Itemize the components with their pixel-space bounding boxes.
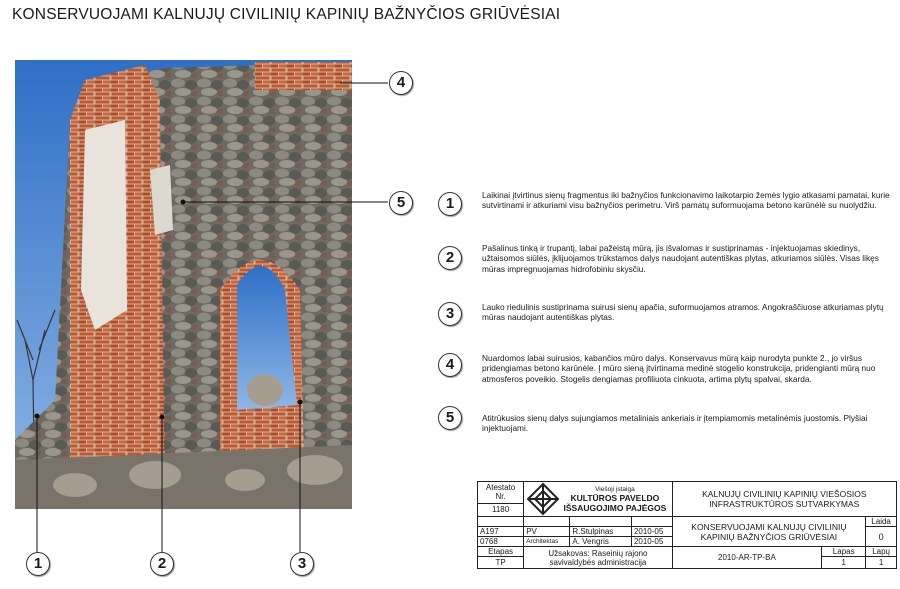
row1-role: PV: [524, 527, 570, 537]
org-type: Viešoji įstaiga: [595, 485, 635, 493]
doc-code: 2010-AR-TP-BA: [672, 547, 822, 569]
client: Užsakovas: Raseinių rajono savivaldybės administracija: [524, 547, 672, 569]
etapas-label: Etapas: [478, 547, 524, 557]
note-marker-1: 1: [438, 192, 462, 216]
org-name-2: IŠSAUGOJIMO PAJĖGOS: [563, 502, 667, 513]
lapas-value: 1: [822, 557, 866, 569]
note-marker-4: 4: [438, 353, 462, 377]
note-marker-5: 5: [438, 406, 462, 430]
sheet-title: KONSERVUOJAMI KALNUJŲ CIVILINIŲ KAPINIŲ BAŽNYČIOS GRIŪVĖSIAI: [672, 517, 866, 547]
row2-name: A. Vengris: [570, 537, 632, 547]
org-name-1: KULTŪROS PAVELDO: [570, 492, 660, 503]
org-logo-cell: [524, 482, 672, 517]
ruin-photo: [15, 60, 352, 509]
project-name: KALNUJŲ CIVILINIŲ KAPINIŲ VIEŠOSIOS INFRASTRUKTŪROS SUTVARKYMAS: [672, 482, 896, 517]
marker-5: 5: [389, 191, 413, 215]
atestato-nr: 1180: [478, 503, 524, 516]
note-2: Pašalinus tinką ir trupantį, labai pažeistą mūrą, jis išvalomas ir sustiprinamas - injektuojamas skiedinys, užtaisomos siūlės, įklijuojamos trūkstamos dalys naudojant autentiškas plytas, atkuriamos siūlės. Visas likęs mūras impregnuojamas hidrofobiniu skysčiu.: [482, 243, 879, 274]
row2-code: 0768: [478, 537, 524, 547]
lapas-label: Lapas: [822, 547, 866, 557]
marker-4: 4: [389, 71, 413, 95]
marker-1: 1: [26, 552, 50, 576]
org-logo-icon: [526, 482, 560, 516]
note-marker-3: 3: [438, 302, 462, 326]
lapu-label: Lapų: [866, 547, 897, 557]
note-5: Atitrūkusios sienų dalys sujungiamos metaliniais ankeriais ir įtempiamomis metalinėmis juostomis. Plyšiai injektuojami.: [482, 413, 868, 434]
row2-role: Architektas: [524, 537, 570, 547]
row1-name: R.Stulpinas: [570, 527, 632, 537]
atestato-label: Atestato Nr.: [478, 482, 524, 504]
laida-value: 0: [866, 527, 897, 547]
page-title: KONSERVUOJAMI KALNUJŲ CIVILINIŲ KAPINIŲ BAŽNYČIOS GRIŪVĖSIAI: [12, 6, 561, 23]
note-1: Laikinai įtvirtinus sienų fragmentus iki bažnyčios funkcionavimo laikotarpio žemės lygio atkasami pamatai, kurie sutvirtinami ir atkuriami visu bažnyčios perimetru. Virš pamatų suformuojama betono karūnėlė su nuolydžiu.: [482, 190, 890, 211]
row1-date: 2010-05: [631, 527, 672, 537]
note-marker-2: 2: [438, 246, 462, 270]
note-3: Lauko riedulinis sustiprinama suirusi sienų apačia, suformuojamos atramos. Angokraščiuose atkuriamas plytų mūras naudojant autentiškas plytas.: [482, 302, 884, 323]
lapu-value: 1: [866, 557, 897, 569]
row1-code: A197: [478, 527, 524, 537]
title-block: [477, 481, 897, 569]
marker-2: 2: [150, 552, 174, 576]
laida-label: Laida: [866, 517, 897, 527]
note-4: Nuardomos labai suirusios, kabančios mūro dalys. Konservavus mūrą kaip nurodyta punkte 2., jo viršus pridengiamas betono karūnėle. Į mūro sieną įtvirtinama medinė stogelio konstrukcija, pridengianti mūrą nuo atmosferos poveikio. Stogelis dengiamas profiliuota cinkuota, artima plytų spalvai, skarda.: [482, 353, 876, 384]
row2-date: 2010-05: [631, 537, 672, 547]
etapas-value: TP: [478, 557, 524, 569]
marker-3: 3: [290, 552, 314, 576]
